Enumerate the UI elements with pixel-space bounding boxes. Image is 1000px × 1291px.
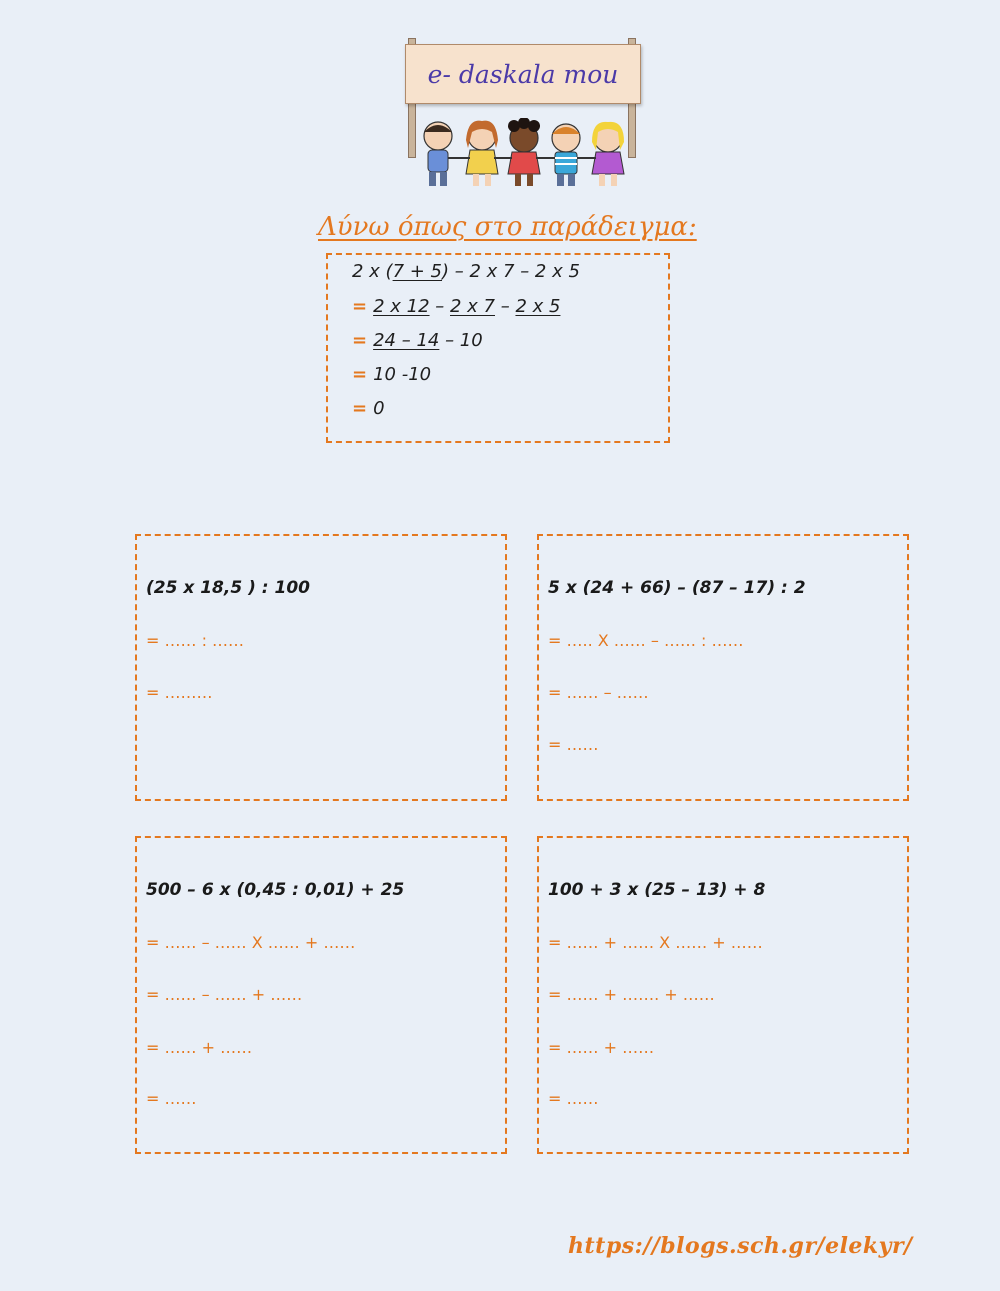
answer-step[interactable]: = …… + ……. + …… xyxy=(548,985,715,1004)
exercise-box-2 xyxy=(537,534,909,801)
example-line-1 xyxy=(352,261,580,282)
exercise-expression: 100 + 3 x (25 – 13) + 8 xyxy=(548,880,766,900)
answer-step[interactable]: = …… + …… xyxy=(146,1038,253,1057)
exercise-expression: (25 x 18,5 ) : 100 xyxy=(146,578,310,598)
example-line-3 xyxy=(352,330,483,351)
equals-sign: = xyxy=(352,296,368,317)
exercise-expression: 5 x (24 + 66) – (87 – 17) : 2 xyxy=(548,578,806,598)
example-text: 2 x 7 xyxy=(450,296,495,317)
answer-step[interactable]: = …… xyxy=(146,1089,197,1108)
example-text: – xyxy=(429,296,450,317)
example-text: 2 x 5 xyxy=(515,296,561,317)
blog-url-link[interactable]: https://blogs.sch.gr/elekyr/ xyxy=(568,1233,913,1259)
answer-step[interactable]: = …… + …… X …… + …… xyxy=(548,933,763,952)
children-illustration-icon xyxy=(416,118,636,192)
answer-step[interactable]: = …… + …… xyxy=(548,1038,655,1057)
exercise-box-4 xyxy=(537,836,909,1154)
example-text: 7 + 5 xyxy=(392,261,443,282)
answer-step[interactable]: = …… xyxy=(548,1089,599,1108)
example-line-5 xyxy=(352,398,385,419)
example-text: – 10 xyxy=(439,330,483,351)
exercise-expression: 500 – 6 x (0,45 : 0,01) + 25 xyxy=(146,880,405,900)
example-text: 0 xyxy=(373,398,385,419)
exercise-box-3 xyxy=(135,836,507,1154)
answer-step[interactable]: = …… – …… X …… + …… xyxy=(146,933,356,952)
example-text: 24 – 14 xyxy=(373,330,440,351)
example-text: ) – 2 x 7 – 2 x 5 xyxy=(442,261,580,282)
equals-sign: = xyxy=(352,364,368,385)
example-text: – xyxy=(495,296,516,317)
answer-step[interactable]: = ……… xyxy=(146,683,213,702)
answer-step[interactable]: = ….. X …… – …… : …… xyxy=(548,631,744,650)
exercise-box-1 xyxy=(135,534,507,801)
answer-step[interactable]: = …… – …… xyxy=(548,683,649,702)
example-line-2 xyxy=(352,296,560,317)
answer-step[interactable]: = …… : …… xyxy=(146,631,245,650)
example-text: 2 x 12 xyxy=(373,296,430,317)
equals-sign: = xyxy=(352,398,368,419)
example-text: 10 -10 xyxy=(373,364,432,385)
equals-sign: = xyxy=(352,330,368,351)
example-line-4 xyxy=(352,364,431,385)
logo-text: e- daskala mou xyxy=(427,59,619,89)
example-box xyxy=(326,253,670,443)
answer-step[interactable]: = …… – …… + …… xyxy=(146,985,303,1004)
example-text: 2 x ( xyxy=(352,261,393,282)
answer-step[interactable]: = …… xyxy=(548,735,599,754)
logo-sign xyxy=(405,44,641,104)
instruction-heading: Λύνω όπως στο παράδειγμα: xyxy=(318,212,697,242)
logo xyxy=(398,38,648,193)
